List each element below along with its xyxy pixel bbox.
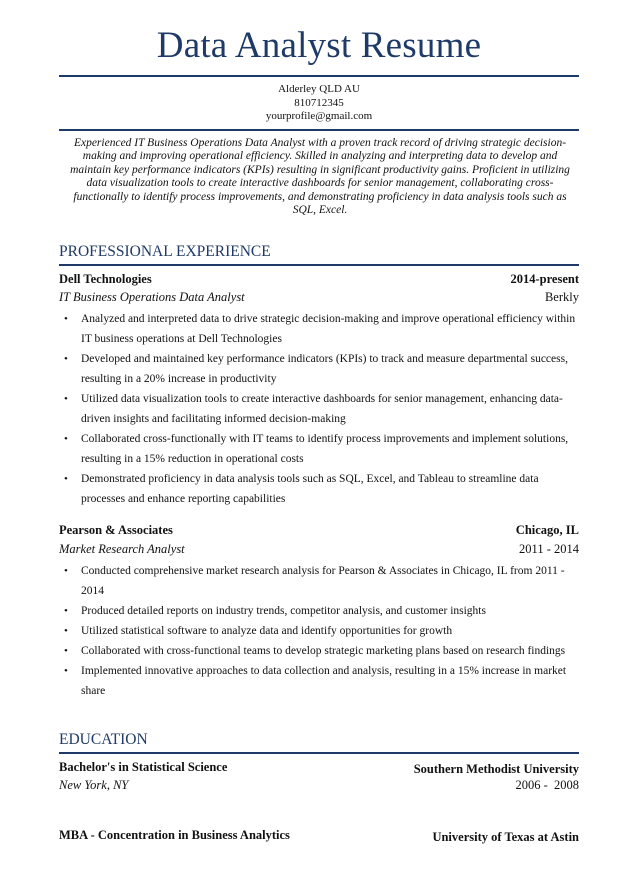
list-item: • Conducted comprehensive market research analysis for Pearson & Associates in Chicago, IL from 2011 - 2014 [64,565,565,597]
professional-summary: Experienced IT Business Operations Data Analyst with a proven track record of driving strategic decision-making and improving operational efficiency. Skilled in analyzing and interpreting data to develop and maintain key performance indicators (KPIs) resulting in significant productivity gains. Proficient in utilizing data visualization tools to create interactive dashboards for senior management, collaborating cross-functionally to identify process improvements, and demonstrating proficiency in data analysis tools such as SQL, Excel. [70,137,570,217]
degree-name: MBA - Concentration in Business Analytics [59,828,290,842]
contact-address: Alderley QLD AU [278,83,360,95]
job-location: Berkly [544,290,579,304]
contact-divider [59,129,579,131]
company-name: Dell Technologies [59,272,152,286]
degree-name: Bachelor's in Statistical Science [59,760,228,774]
list-item: • Developed and maintained key performance indicators (KPIs) to track and measure departmental success, resulting in a 20% increase in productivity [64,353,568,385]
job-bullets [59,561,579,701]
list-item: • Produced detailed reports on industry trends, competitor analysis, and customer insights [64,605,486,617]
title-divider [59,75,579,77]
school-name: University of Texas at Astin [432,830,579,844]
job-dates: Chicago, IL [515,523,579,537]
resume-title: Data Analyst Resume [156,25,482,66]
education-header [59,828,579,846]
list-item: • Analyzed and interpreted data to drive strategic decision-making and improve operational efficiency within IT business operations at Dell Technologies [64,313,576,345]
contact-email: yourprofile@gmail.com [265,110,373,122]
job-role: IT Business Operations Data Analyst [59,290,245,304]
education-header [59,760,579,778]
list-item: • Utilized data visualization tools to create interactive dashboards for senior management, enhancing data-driven insights and facilitating informed decision-making [64,393,563,425]
job-bullets [59,309,579,509]
contact-phone: 810712345 [294,96,344,109]
school-name: Southern Methodist University [413,762,579,776]
company-name: Pearson & Associates [59,523,173,537]
education-dates: 2006 - 2008 [515,778,579,792]
contact-block [59,83,579,124]
experience-heading: PROFESSIONAL EXPERIENCE [59,243,271,260]
list-item: • Collaborated cross-functionally with IT teams to identify process improvements and implement solutions, resulting in a 15% reduction in operational costs [64,433,569,465]
job-subheader [59,290,579,308]
job-role: Market Research Analyst [59,542,185,556]
list-item: • Demonstrated proficiency in data analysis tools such as SQL, Excel, and Tableau to streamline data processes and enhance reporting capabilities [64,473,539,505]
experience-divider [59,264,579,266]
job-location: 2011 - 2014 [519,542,579,556]
job-header [59,523,579,541]
job-subheader [59,542,579,560]
job-dates: 2014-present [510,272,579,286]
education-subheader [59,778,579,796]
education-location: New York, NY [59,778,129,792]
education-divider [59,752,579,754]
list-item: • Collaborated with cross-functional teams to develop strategic marketing plans based on research findings [64,645,566,657]
education-heading: EDUCATION [59,731,148,748]
list-item: • Utilized statistical software to analyze data and identify opportunities for growth [64,625,453,637]
list-item: • Implemented innovative approaches to data collection and analysis, resulting in a 15% increase in market share [64,665,567,697]
job-header [59,272,579,290]
